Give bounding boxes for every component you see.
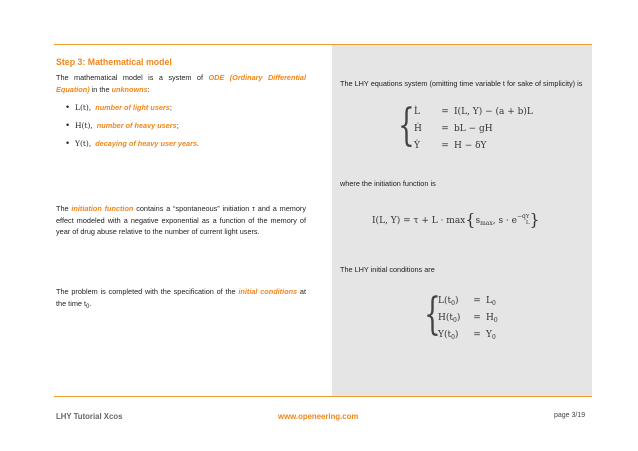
condition-lhs-text: Y(t	[438, 330, 452, 340]
equation-operator: =	[441, 141, 449, 151]
fraction-numerator: Y	[525, 214, 530, 220]
page-number: page 3/19	[554, 412, 586, 419]
keyword-unknowns: unknowns	[111, 84, 148, 94]
close-brace: }	[529, 210, 540, 229]
bullet-icon: •	[66, 120, 70, 130]
condition-row	[438, 296, 496, 307]
initiation-text: contains a “spontaneous” initiation τ and a memory effect modeled with a negative exponential as a function of the memory of year of drug abuse relative to the number of current light users.	[56, 204, 307, 236]
left-brace: {	[398, 100, 415, 151]
equation-rhs: H − δY	[454, 141, 487, 151]
initial-intro: The LHY initial conditions are	[340, 265, 435, 274]
unknown-suffix: ;	[169, 102, 172, 112]
initiation-paragraph	[56, 203, 306, 238]
list-item	[66, 134, 199, 152]
unknown-suffix: ;	[176, 120, 179, 130]
condition-lhs-text: L(t	[438, 296, 452, 306]
initiation-intro: where the initiation function is	[340, 179, 436, 188]
intro-text: :	[147, 84, 150, 94]
completion-text: .	[89, 298, 92, 308]
open-brace: {	[465, 210, 476, 229]
subscript: 0	[452, 317, 457, 324]
footer-link[interactable]: www.openeering.com	[278, 412, 359, 421]
condition-rhs-text: L	[486, 296, 492, 306]
condition-lhs-text: H(t	[438, 313, 453, 323]
footer-rule	[54, 396, 592, 397]
subscript: 0	[493, 317, 498, 324]
equation-operator: =	[441, 107, 449, 117]
condition-lhs-close: )	[454, 330, 459, 340]
fraction-denominator: L	[525, 220, 530, 226]
unknown-symbol: H(t),	[75, 120, 93, 130]
intro-paragraph	[56, 72, 306, 95]
keyword-ode: ODE (Ordinary Differential Equation)	[56, 73, 306, 94]
footer-title: LHY Tutorial Xcos	[56, 412, 123, 421]
completion-paragraph	[56, 286, 306, 313]
equation-lhs: L̇	[414, 107, 420, 117]
exponent: −q	[516, 213, 526, 220]
lhy-equation-system	[398, 100, 538, 155]
condition-rhs	[486, 313, 498, 324]
subscript: 0	[451, 300, 455, 307]
condition-operator: =	[473, 313, 481, 323]
condition-operator: =	[473, 330, 481, 340]
condition-row	[438, 313, 498, 324]
unknown-description: number of light users	[95, 102, 170, 112]
unknown-symbol: L(t),	[75, 102, 92, 112]
condition-rhs	[486, 296, 496, 307]
condition-lhs	[438, 296, 468, 307]
completion-text: at the time t	[56, 287, 306, 308]
condition-rhs-text: H	[486, 313, 494, 323]
formula-smax: s	[475, 216, 481, 226]
equation-row	[414, 141, 486, 151]
condition-row	[438, 330, 496, 341]
unknown-description: decaying of heavy user years.	[95, 138, 200, 148]
formula-left: I(L, Y) = τ + L · max	[372, 216, 466, 226]
bullet-icon: •	[66, 102, 70, 112]
equation-row	[414, 124, 493, 134]
equation-rhs: I(L, Y) − (a + b)L	[454, 107, 533, 117]
condition-lhs-close: )	[454, 296, 459, 306]
subscript: 0	[491, 334, 496, 341]
equation-operator: =	[441, 124, 449, 134]
condition-rhs-text: Y	[486, 330, 492, 340]
subscript: 0	[491, 300, 496, 307]
initial-conditions-system	[424, 289, 544, 344]
equation-lhs: Ḣ	[414, 124, 422, 134]
completion-text: The problem is completed with the specification of the	[56, 287, 239, 296]
unknown-symbol: Y(t),	[75, 138, 92, 148]
condition-operator: =	[473, 296, 481, 306]
unknowns-list	[66, 98, 199, 152]
condition-lhs-close: )	[456, 313, 461, 323]
initiation-formula	[372, 210, 540, 229]
system-intro: The LHY equations system (omitting time variable t for sake of simplicity) is	[340, 79, 583, 88]
equation-row	[414, 107, 533, 117]
formula-separator: , s · e	[492, 216, 517, 226]
initiation-text: The	[56, 204, 72, 213]
keyword-initial-conditions: initial conditions	[238, 287, 298, 296]
keyword-initiation-function: initiation function	[71, 204, 134, 213]
condition-rhs	[486, 330, 496, 341]
unknown-description: number of heavy users	[96, 120, 177, 130]
intro-text: in the	[89, 84, 112, 94]
subscript: 0	[86, 303, 90, 310]
intro-text: The mathematical model is a system of	[56, 73, 209, 82]
subscript: 0	[451, 334, 455, 341]
equation-lhs: Ẏ	[414, 141, 420, 151]
condition-lhs	[438, 313, 468, 324]
equation-rhs: bL − gH	[454, 124, 493, 134]
step-title: Step 3: Mathematical model	[56, 57, 172, 67]
list-item	[66, 98, 199, 116]
left-brace: {	[424, 289, 441, 340]
condition-lhs	[438, 330, 468, 341]
bullet-icon: •	[66, 138, 70, 148]
subscript: max	[480, 220, 493, 227]
list-item	[66, 116, 199, 134]
